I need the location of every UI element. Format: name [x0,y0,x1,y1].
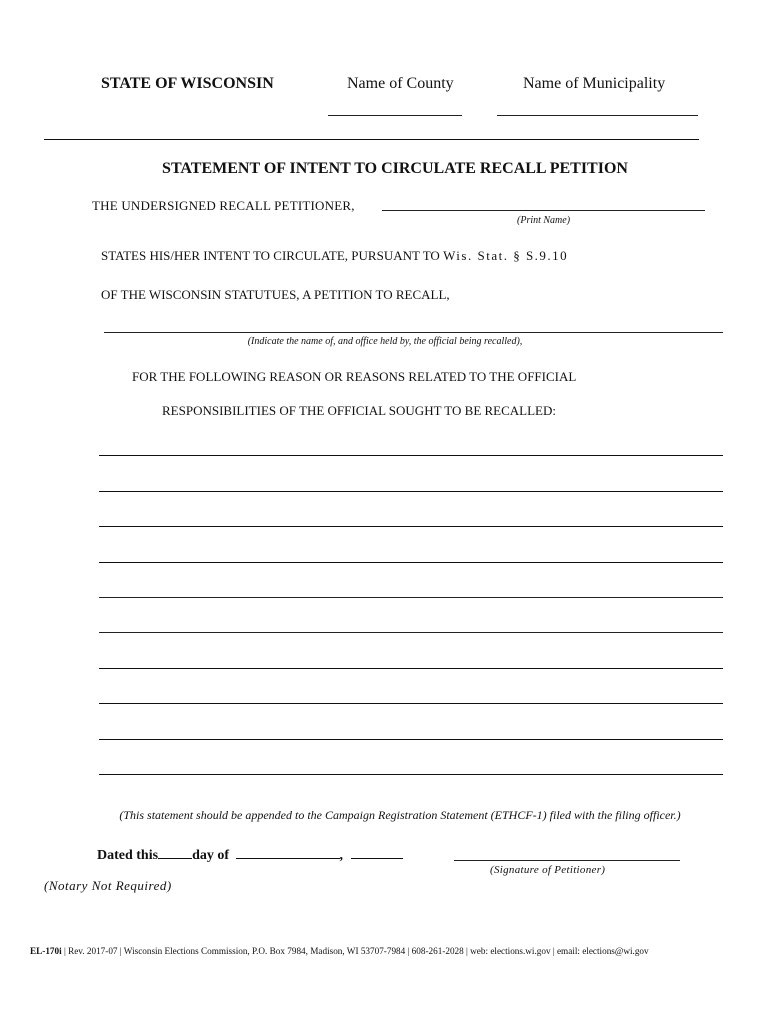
print-name-field-line[interactable] [382,210,705,211]
reasons-line-1: FOR THE FOLLOWING REASON OR REASONS RELATED TO THE OFFICIAL [132,369,577,384]
header-divider-line [44,139,699,140]
county-field-line[interactable] [328,115,462,116]
reason-field-line[interactable] [99,739,723,740]
footer [30,946,649,956]
dated-line [97,846,403,864]
form-title: STATEMENT OF INTENT TO CIRCULATE RECALL PETITION [162,160,628,177]
statutes-statement: OF THE WISCONSIN STATUTUES, A PETITION TO RECALL, [101,287,450,302]
reason-field-line[interactable] [99,703,723,704]
year-field[interactable] [351,846,403,859]
reason-field-line[interactable] [99,597,723,598]
reason-field-line[interactable] [99,774,723,775]
dated-prefix: Dated this [97,848,159,863]
signature-field-line[interactable] [454,860,680,861]
dated-comma: , [339,848,344,863]
undersigned-label: THE UNDERSIGNED RECALL PETITIONER, [92,198,355,213]
reason-field-line[interactable] [99,562,723,563]
municipality-field-line[interactable] [497,115,698,116]
form-id: EL-170i [30,946,62,956]
statute-reference: Wis. Stat. § S.9.10 [443,248,569,263]
signature-caption: (Signature of Petitioner) [490,864,606,876]
print-name-caption: (Print Name) [517,215,571,226]
official-caption: (Indicate the name of, and office held by, the official being recalled), [247,336,523,347]
county-label: Name of County [347,75,454,92]
footer-text: | Rev. 2017-07 | Wisconsin Elections Commission, P.O. Box 7984, Madison, WI 53707-7984 | 608-261-2028 | web: elections.wi.gov | email: elections@wi.gov [61,946,649,956]
state-label: STATE OF WISCONSIN [101,75,274,92]
reasons-line-2: RESPONSIBILITIES OF THE OFFICIAL SOUGHT TO BE RECALLED: [162,403,556,418]
reason-field-line[interactable] [99,526,723,527]
day-field[interactable] [158,846,192,859]
intent-text: STATES HIS/HER INTENT TO CIRCULATE, PURSUANT TO [101,248,444,263]
reason-field-line[interactable] [99,491,723,492]
month-field[interactable] [236,846,340,859]
intent-statement [101,248,568,264]
municipality-label: Name of Municipality [523,75,666,92]
dated-middle: day of [192,848,230,863]
official-field-line[interactable] [104,332,723,333]
reason-field-line[interactable] [99,632,723,633]
appended-note: (This statement should be appended to the Campaign Registration Statement (ETHCF-1) filed with the filing officer.) [119,808,681,822]
reason-field-line[interactable] [99,668,723,669]
reason-field-line[interactable] [99,455,723,456]
notary-note: (Notary Not Required) [44,878,172,893]
